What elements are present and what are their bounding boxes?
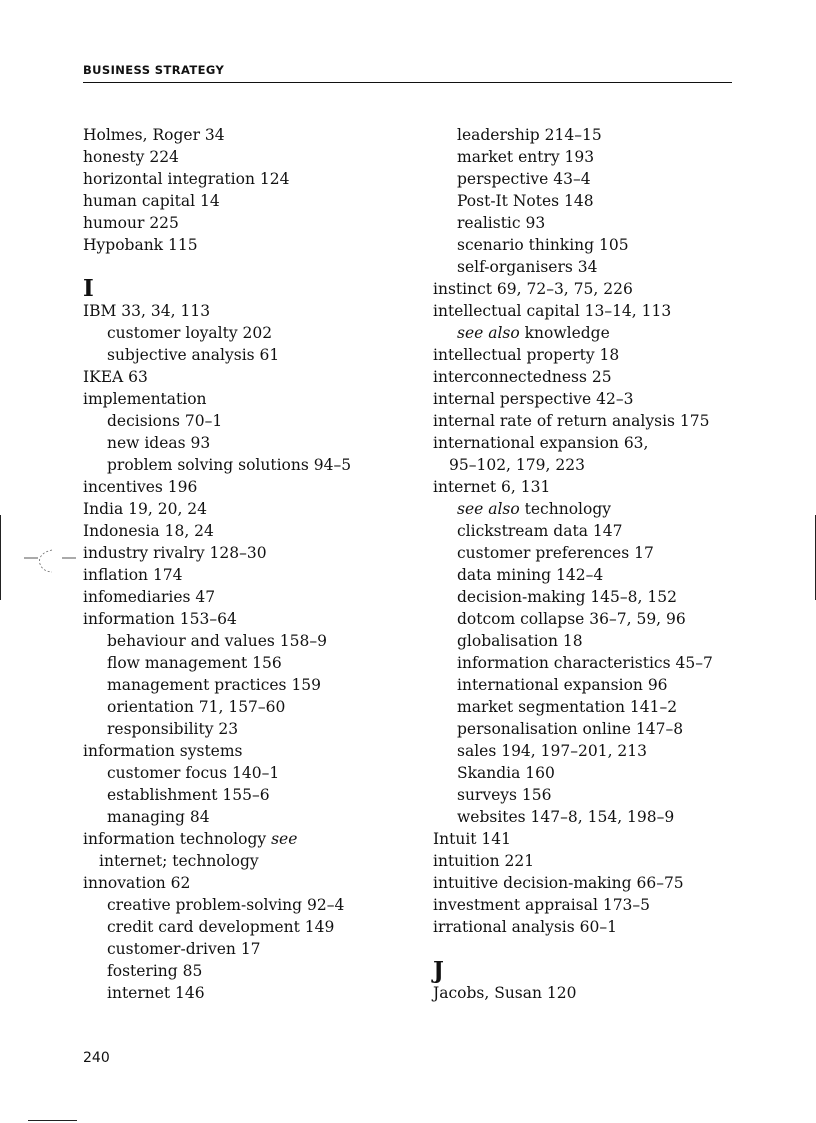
entry-text: interconnectedness 25 bbox=[433, 368, 612, 386]
index-entry bbox=[83, 168, 413, 190]
index-entry bbox=[83, 520, 413, 542]
index-entry bbox=[83, 212, 413, 234]
entry-text: honesty 224 bbox=[83, 148, 179, 166]
entry-text: intuitive decision-making 66–75 bbox=[433, 874, 684, 892]
entry-text: irrational analysis 60–1 bbox=[433, 918, 617, 936]
entry-text: establishment 155–6 bbox=[107, 786, 270, 804]
index-subentry bbox=[83, 410, 413, 432]
entry-text: intuition 221 bbox=[433, 852, 535, 870]
entry-text: technology bbox=[519, 500, 611, 518]
index-subentry bbox=[433, 762, 733, 784]
index-entry-continuation bbox=[83, 850, 413, 872]
index-subentry bbox=[433, 124, 733, 146]
entry-text: India 19, 20, 24 bbox=[83, 500, 208, 518]
entry-text: knowledge bbox=[519, 324, 610, 342]
entry-text: flow management 156 bbox=[107, 654, 282, 672]
entry-text: decisions 70–1 bbox=[107, 412, 223, 430]
entry-text: innovation 62 bbox=[83, 874, 191, 892]
entry-text: information characteristics 45–7 bbox=[457, 654, 713, 672]
entry-text: horizontal integration 124 bbox=[83, 170, 290, 188]
entry-text: investment appraisal 173–5 bbox=[433, 896, 651, 914]
entry-text: international expansion 96 bbox=[457, 676, 668, 694]
index-entry bbox=[433, 432, 733, 454]
entry-text: Indonesia 18, 24 bbox=[83, 522, 214, 540]
index-subentry bbox=[433, 190, 733, 212]
index-entry bbox=[433, 476, 733, 498]
index-subentry bbox=[433, 806, 733, 828]
entry-text: scenario thinking 105 bbox=[457, 236, 629, 254]
entry-text: IBM 33, 34, 113 bbox=[83, 302, 211, 320]
index-entry bbox=[83, 476, 413, 498]
index-subentry bbox=[83, 762, 413, 784]
index-entry bbox=[433, 300, 733, 322]
entry-text: Post-It Notes 148 bbox=[457, 192, 594, 210]
entry-text: managing 84 bbox=[107, 808, 210, 826]
page-number: 240 bbox=[83, 1050, 110, 1066]
entry-text: international expansion 63, bbox=[433, 434, 649, 452]
index-subentry bbox=[433, 498, 733, 520]
entry-text: self-organisers 34 bbox=[457, 258, 598, 276]
index-subentry bbox=[433, 718, 733, 740]
index-subentry bbox=[433, 256, 733, 278]
entry-text: data mining 142–4 bbox=[457, 566, 604, 584]
entry-text: subjective analysis 61 bbox=[107, 346, 280, 364]
index-entry bbox=[433, 872, 733, 894]
entry-text: information technology bbox=[83, 830, 272, 848]
registration-mark-icon bbox=[22, 548, 78, 576]
index-subentry bbox=[433, 322, 733, 344]
running-head: BUSINESS STRATEGY bbox=[83, 63, 225, 77]
index-subentry bbox=[433, 234, 733, 256]
index-subentry bbox=[433, 564, 733, 586]
index-entry bbox=[433, 278, 733, 300]
entry-text: information systems bbox=[83, 742, 243, 760]
index-subentry bbox=[83, 982, 413, 1004]
entry-text: perspective 43–4 bbox=[457, 170, 591, 188]
index-entry bbox=[433, 388, 733, 410]
entry-text: behaviour and values 158–9 bbox=[107, 632, 327, 650]
index-subentry bbox=[83, 696, 413, 718]
entry-text: internet 146 bbox=[107, 984, 205, 1002]
index-subentry bbox=[433, 652, 733, 674]
index-entry bbox=[83, 366, 413, 388]
entry-text: realistic 93 bbox=[457, 214, 546, 232]
index-entry bbox=[83, 146, 413, 168]
index-entry bbox=[83, 498, 413, 520]
index-subentry bbox=[83, 894, 413, 916]
entry-text: IKEA 63 bbox=[83, 368, 148, 386]
index-entry bbox=[83, 608, 413, 630]
index-section-letter: I bbox=[83, 275, 94, 302]
entry-text: globalisation 18 bbox=[457, 632, 583, 650]
index-entry bbox=[83, 586, 413, 608]
index-subentry bbox=[433, 212, 733, 234]
entry-text: dotcom collapse 36–7, 59, 96 bbox=[457, 610, 686, 628]
entry-text: sales 194, 197–201, 213 bbox=[457, 742, 648, 760]
entry-text: creative problem-solving 92–4 bbox=[107, 896, 345, 914]
entry-text: credit card development 149 bbox=[107, 918, 335, 936]
entry-text: customer-driven 17 bbox=[107, 940, 261, 958]
index-entry bbox=[83, 564, 413, 586]
index-entry bbox=[83, 124, 413, 146]
entry-text: leadership 214–15 bbox=[457, 126, 602, 144]
entry-text: customer loyalty 202 bbox=[107, 324, 273, 342]
entry-text: information 153–64 bbox=[83, 610, 237, 628]
index-subentry bbox=[433, 586, 733, 608]
index-entry bbox=[433, 894, 733, 916]
entry-text: personalisation online 147–8 bbox=[457, 720, 684, 738]
entry-text: orientation 71, 157–60 bbox=[107, 698, 286, 716]
entry-text: market segmentation 141–2 bbox=[457, 698, 678, 716]
entry-text: Jacobs, Susan 120 bbox=[433, 984, 577, 1002]
index-subentry bbox=[83, 432, 413, 454]
crop-mark-left bbox=[0, 515, 1, 600]
entry-text: intellectual capital 13–14, 113 bbox=[433, 302, 672, 320]
entry-text: fostering 85 bbox=[107, 962, 203, 980]
entry-text: inflation 174 bbox=[83, 566, 183, 584]
index-column-right bbox=[433, 124, 733, 1004]
index-subentry bbox=[83, 938, 413, 960]
entry-text: humour 225 bbox=[83, 214, 179, 232]
index-entry bbox=[83, 828, 413, 850]
index-entry bbox=[433, 344, 733, 366]
index-subentry bbox=[83, 652, 413, 674]
entry-text: internal rate of return analysis 175 bbox=[433, 412, 710, 430]
index-entry bbox=[433, 828, 733, 850]
entry-text: new ideas 93 bbox=[107, 434, 211, 452]
entry-text: problem solving solutions 94–5 bbox=[107, 456, 352, 474]
entry-text: surveys 156 bbox=[457, 786, 552, 804]
index-entry bbox=[83, 542, 413, 564]
header-rule bbox=[83, 82, 732, 83]
entry-text: implementation bbox=[83, 390, 207, 408]
crop-mark-bottom bbox=[28, 1120, 77, 1121]
cross-reference-label: see also bbox=[457, 324, 520, 342]
index-section-letter: J bbox=[433, 957, 444, 984]
index-subentry bbox=[433, 520, 733, 542]
entry-text: internet; technology bbox=[99, 852, 259, 870]
index-subentry bbox=[433, 168, 733, 190]
entry-text: internal perspective 42–3 bbox=[433, 390, 634, 408]
index-subentry bbox=[83, 806, 413, 828]
index-subentry bbox=[83, 454, 413, 476]
entry-text: Hypobank 115 bbox=[83, 236, 198, 254]
index-entry bbox=[433, 410, 733, 432]
index-entry bbox=[83, 388, 413, 410]
entry-text: Skandia 160 bbox=[457, 764, 555, 782]
cross-reference-label: see bbox=[271, 830, 298, 848]
index-subentry bbox=[433, 740, 733, 762]
entry-text: infomediaries 47 bbox=[83, 588, 216, 606]
entry-text: instinct 69, 72–3, 75, 226 bbox=[433, 280, 633, 298]
index-subentry bbox=[83, 630, 413, 652]
entry-text: incentives 196 bbox=[83, 478, 198, 496]
index-entry bbox=[83, 740, 413, 762]
index-subentry bbox=[433, 696, 733, 718]
entry-text: responsibility 23 bbox=[107, 720, 239, 738]
entry-text: Intuit 141 bbox=[433, 830, 512, 848]
entry-text: industry rivalry 128–30 bbox=[83, 544, 267, 562]
index-subentry bbox=[433, 674, 733, 696]
index-subentry bbox=[83, 784, 413, 806]
index-subentry bbox=[433, 542, 733, 564]
index-subentry bbox=[83, 344, 413, 366]
index-entry bbox=[433, 982, 733, 1004]
cross-reference-label: see also bbox=[457, 500, 520, 518]
entry-text: websites 147–8, 154, 198–9 bbox=[457, 808, 675, 826]
entry-text: internet 6, 131 bbox=[433, 478, 551, 496]
index-entry bbox=[433, 916, 733, 938]
index-subentry bbox=[83, 960, 413, 982]
entry-text: management practices 159 bbox=[107, 676, 322, 694]
entry-text: 95–102, 179, 223 bbox=[449, 456, 585, 474]
entry-text: clickstream data 147 bbox=[457, 522, 623, 540]
entry-text: customer focus 140–1 bbox=[107, 764, 280, 782]
entry-text: intellectual property 18 bbox=[433, 346, 620, 364]
index-subentry bbox=[433, 608, 733, 630]
entry-text: Holmes, Roger 34 bbox=[83, 126, 225, 144]
index-subentry bbox=[433, 146, 733, 168]
index-column-left bbox=[83, 124, 413, 1004]
index-subentry bbox=[433, 784, 733, 806]
index-entry-continuation bbox=[433, 454, 733, 476]
entry-text: human capital 14 bbox=[83, 192, 220, 210]
index-entry bbox=[83, 190, 413, 212]
index-subentry bbox=[433, 630, 733, 652]
entry-text: market entry 193 bbox=[457, 148, 595, 166]
index-subentry bbox=[83, 916, 413, 938]
index-subentry bbox=[83, 322, 413, 344]
entry-text: decision-making 145–8, 152 bbox=[457, 588, 677, 606]
index-entry bbox=[433, 850, 733, 872]
index-subentry bbox=[83, 674, 413, 696]
index-entry bbox=[83, 300, 413, 322]
index-entry bbox=[433, 366, 733, 388]
index-subentry bbox=[83, 718, 413, 740]
entry-text: customer preferences 17 bbox=[457, 544, 654, 562]
index-entry bbox=[83, 234, 413, 256]
index-entry bbox=[83, 872, 413, 894]
